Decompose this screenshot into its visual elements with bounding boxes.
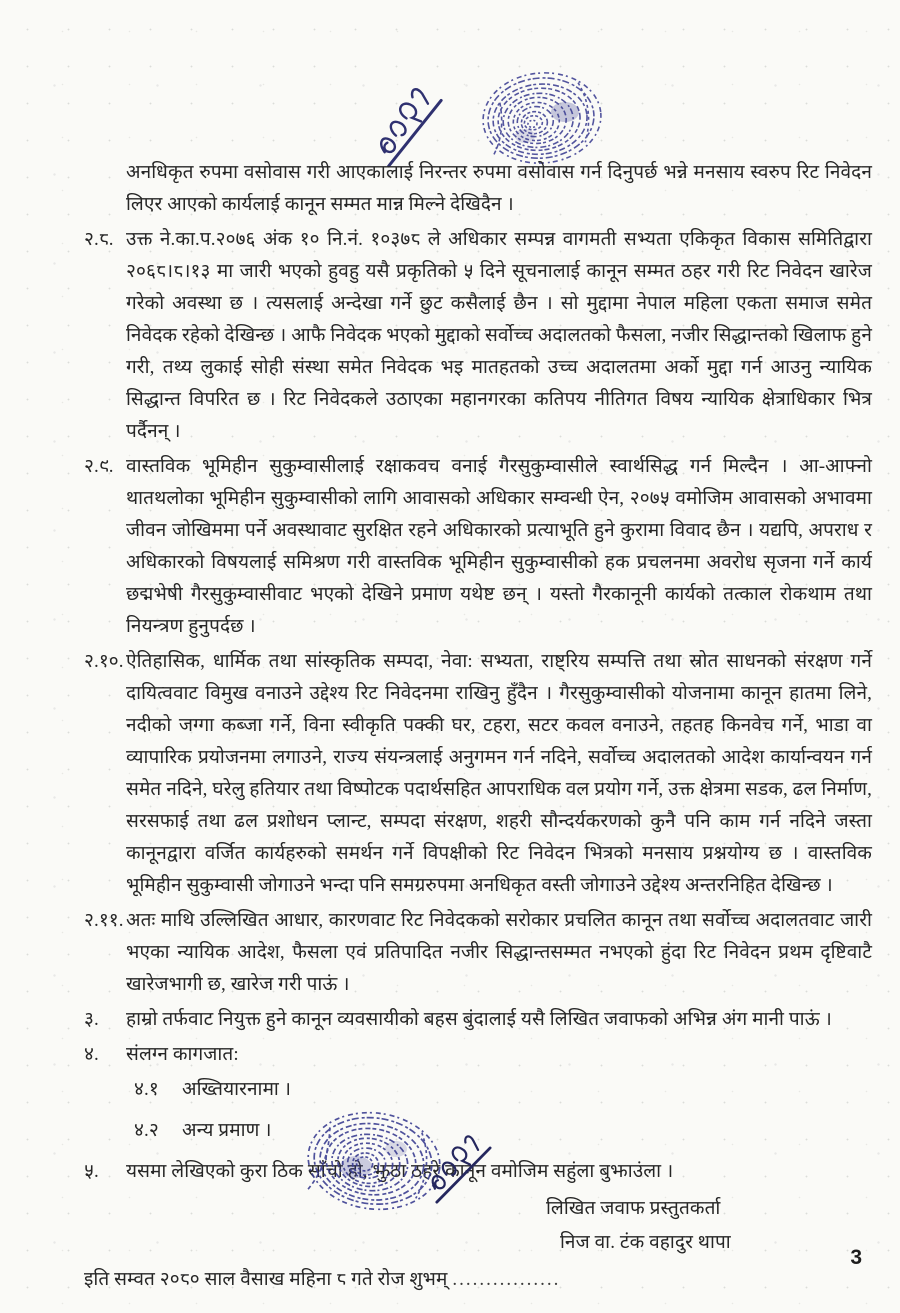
paragraph-text: अनधिकृत रुपमा वसोवास गरी आएकालाई निरन्तर रुपमा वसोवास गर्न दिनुपर्छ भन्ने मनसाय स्वरुप रिट निवेदन लिएर आएको कार्यलाई कानून सम्मत मान्न मिल्ने देखिदैन । (126, 162, 872, 215)
paragraph-text: हाम्रो तर्फवाट नियुक्त हुने कानून व्यवसायीको बहस बुंदालाई यसै लिखित जवाफको अभिन्न अंग मानी पाऊं । (126, 1009, 832, 1030)
paragraph-2-10 (84, 646, 872, 902)
paragraph-text: उक्त ने.का.प.२०७६ अंक १० नि.नं. १०३७८ ले अधिकार सम्पन्न वागमती सभ्यता एकिकृत विकास समितिद्वारा २०६८।८।१३ मा जारी भएको हुवहु यसै प्रकृतिको ५ दिने सूचनालाई कानून सम्मत ठहर गरी रिट निवेदन खारेज गरेको अवस्था छ । त्यसलाई अन्देखा गर्ने छुट कसैलाई छैन । सो मुद्दामा नेपाल महिला एकता समाज समेत निवेदक रहेको देखिन्छ । आफै निवेदक भएको मुद्दाको सर्वोच्च अदालतको फैसला, नजीर सिद्धान्तको खिलाफ हुने गरी, तथ्य लुकाई सोही संस्था समेत निवेदक भइ मातहतको उच्च अदालतमा अर्को मुद्दा गर्न आउनु न्यायिक सिद्धान्त विपरित छ । रिट निवेदकले उठाएका महानगरका कतिपय नीतिगत विषय न्यायिक क्षेत्राधिकार भित्र पर्दैनन् । (126, 229, 872, 442)
document-body (0, 157, 900, 1296)
item-number: ४.२ (134, 1120, 159, 1141)
paragraph-text: अतः माथि उल्लिखित आधार, कारणवाट रिट निवेदकको सरोकार प्रचलित कानून तथा सर्वोच्च अदालतवाट जारी भएका न्यायिक आदेश, फैसला एवं प्रतिपादित नजीर सिद्धान्तसम्मत नभएको हुंदा रिट निवेदन प्रथम दृष्टिवाटै खारेजभागी छ, खारेज गरी पाऊं । (126, 910, 872, 995)
dotted-blank: ................ (452, 1269, 561, 1290)
item-number: ५. (84, 1161, 99, 1182)
item-number: २.१०. (84, 651, 124, 672)
paragraph-2-11 (84, 905, 872, 1001)
item-number: २.९. (84, 456, 114, 477)
item-number: ४.१ (134, 1079, 159, 1100)
item-number (84, 157, 126, 221)
paragraph-2-8 (84, 224, 872, 448)
paragraph-text: अन्य प्रमाण । (182, 1120, 272, 1141)
paragraph-text: यसमा लेखिएको कुरा ठिक साँचो हो, झुठा ठहरे कानून वमोजिम सहुंला बुझाउंला । (126, 1161, 674, 1182)
paragraph-text: वास्तविक भूमिहीन सुकुम्वासीलाई रक्षाकवच वनाई गैरसुकुम्वासीले स्वार्थसिद्ध गर्न मिल्दैन । आ-आफ्नो थातथलोका भूमिहीन सुकुम्वासीको लागि आवासको अधिकार सम्वन्धी ऐन, २०७५ वमोजिम आवासको अभावमा जीवन जोखिममा पर्ने अवस्थावाट सुरक्षित रहने अधिकारको प्रत्याभूति हुने कुरामा विवाद छैन । यद्यपि, अपराध र अधिकारको विषयलाई समिश्रण गरी वास्तविक भूमिहीन सुकुम्वासीको हक प्रचलनमा अवरोध सृजना गर्ने कार्य छद्मभेषी गैरसुकुम्वासीवाट भएको देखिने प्रमाण यथेष्ट छन् । यस्तो गैरकानूनी कार्यको तत्काल रोकथाम तथा नियन्त्रण हुनुपर्दछ । (126, 456, 872, 637)
paragraph-text: ऐतिहासिक, धार्मिक तथा सांस्कृतिक सम्पदा, नेवा: सभ्यता, राष्ट्रिय सम्पत्ति तथा स्रोत साधनको संरक्षण गर्ने दायित्ववाट विमुख वनाउने उद्देश्य रिट निवेदनमा राखिनु हुँदैन । गैरसुकुम्वासीको योजनामा कानून हातमा लिने, नदीको जग्गा कब्जा गर्ने, विना स्वीकृति पक्की घर, टहरा, सटर कवल वनाउने, तहतह किनवेच गर्ने, भाडा वा व्यापारिक प्रयोजनमा लगाउने, राज्य संयन्त्रलाई अनुगमन गर्न नदिने, सर्वोच्च अदालतको आदेश कार्यान्वयन गर्न समेत नदिने, घरेलु हतियार तथा विष्पोटक पदार्थसहित आपराधिक वल प्रयोग गर्ने, उक्त क्षेत्रमा सडक, ढल निर्माण, सरसफाई तथा ढल प्रशोधन प्लान्ट, सम्पदा संरक्षण, शहरी सौन्दर्यकरणको कुनै पनि काम गर्न नदिने जस्ता कानूनद्वारा वर्जित कार्यहरुको समर्थन गर्ने विपक्षीको रिट निवेदन भित्रको मनसाय प्रश्नयोग्य छ । वास्तविक भूमिहीन सुकुम्वासी जोगाउने भन्दा पनि समग्ररुपमा अनधिकृत वस्ती जोगाउने उद्देश्य अन्तरनिहित देखिन्छ । (126, 651, 873, 896)
fingerprint-stamp-top-icon (477, 66, 607, 170)
item-number: ३. (84, 1009, 99, 1030)
item-number: २.८. (84, 229, 114, 250)
paragraph-4-2 (134, 1115, 872, 1147)
paragraph-4-1 (134, 1074, 872, 1106)
paragraph-text: अख्तियारनामा । (182, 1079, 292, 1100)
paragraph-text: संलग्न कागजात: (126, 1044, 239, 1065)
date-text: इति सम्वत २०८० साल वैसाख महिना ८ गते रोज शुभम् (84, 1269, 448, 1290)
item-number: २.११. (84, 910, 124, 931)
signatory-name: निज वा. टंक वहादुर थापा (560, 1232, 731, 1253)
paragraph-4-heading (84, 1039, 872, 1071)
paragraph-5 (84, 1156, 872, 1188)
signature-title: लिखित जवाफ प्रस्तुतकर्ता (546, 1198, 721, 1219)
date-line (84, 1264, 872, 1296)
paragraph-3 (84, 1004, 872, 1036)
signature-block (546, 1192, 872, 1260)
item-number: ४. (84, 1044, 99, 1065)
paragraph-continuation (84, 157, 872, 221)
page-number: 3 (850, 1246, 862, 1269)
paragraph-2-9 (84, 451, 872, 643)
